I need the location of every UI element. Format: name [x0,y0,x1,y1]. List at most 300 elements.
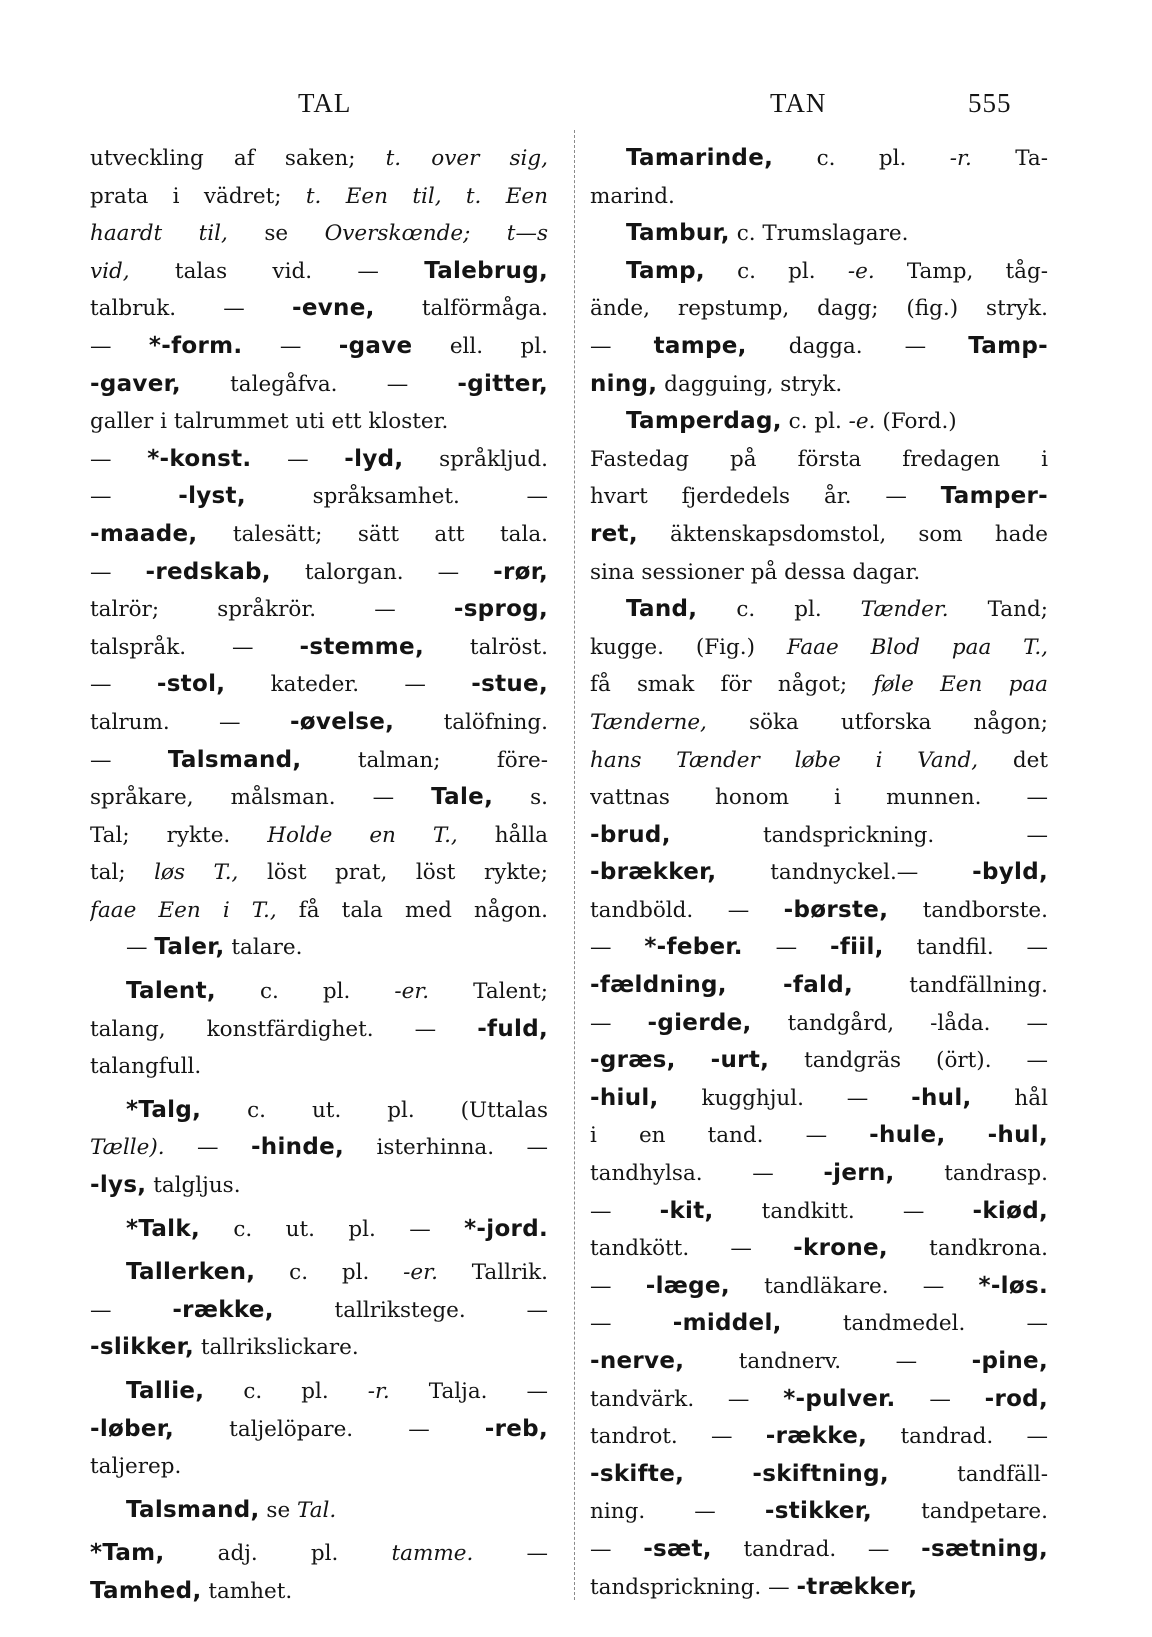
text-run: — [590,1010,648,1036]
italic-text: løs T., [154,860,239,886]
text-run: s. [493,785,548,811]
text-line [90,478,548,516]
text-run: löst prat, löst rykte; [238,860,548,886]
text-run: — [126,935,155,961]
text-line [590,967,1048,1005]
text-run: språksamhet. — [245,484,548,510]
text-line [90,1167,548,1205]
text-run: c. pl. [781,409,849,435]
text-line [90,1411,548,1449]
headword: Tamhed, [90,1577,202,1604]
text-run [684,1462,752,1487]
text-line [90,854,548,892]
text-run: vattnas honom i munnen. — [590,785,1048,811]
headword: -skiftning, [752,1460,889,1487]
text-line [590,779,1048,817]
text-run: c. pl. [255,1260,404,1286]
italic-text: -e. [847,258,875,284]
headword: Talsmand, [167,746,302,773]
italic-text: Tal. [297,1497,337,1523]
text-run: tal; [90,860,155,886]
headword: -øvelse, [289,708,395,735]
headword: *-jord. [464,1215,548,1242]
text-run: tandläkare. — [729,1273,979,1299]
headword: -reb, [484,1415,548,1442]
text-line [590,516,1048,554]
text-run: talangfull. [90,1054,202,1080]
headword: -kiød, [972,1197,1048,1224]
page-number: 555 [968,88,1012,118]
text-line [590,1569,1048,1607]
text-run: talförmåga. [374,296,548,322]
headword: -krone, [793,1235,888,1262]
headword: -børste, [783,896,889,923]
headword: ning, [590,370,658,397]
text-line [590,328,1048,366]
text-run: tandhylsa. — [590,1161,824,1187]
text-line [90,1092,548,1130]
headword: -maade, [90,520,198,547]
text-line [90,516,548,554]
text-line [90,779,548,817]
headword: tampe, [653,332,747,359]
text-run: — [590,1198,660,1224]
text-run: — [164,1135,251,1161]
text-line [90,215,548,253]
text-line [590,253,1048,291]
text-run: talang, konstfärdighet. — [90,1016,478,1042]
headword: -sprog, [453,596,548,623]
text-line [590,1117,1048,1155]
headword: -række, [765,1423,868,1450]
text-run: tandfäll- [888,1461,1048,1487]
text-line [90,1048,548,1086]
text-run: tandnerv. — [684,1349,972,1374]
text-run [946,1123,988,1148]
text-run: tandsprickning. — [670,822,1048,848]
headword: -fældning, [590,972,727,999]
text-run: tandrad. — [867,1424,1048,1450]
headword: Talebrug, [424,257,548,284]
headword: -rør, [493,558,548,585]
text-run: ning. — [590,1499,765,1525]
text-line [90,253,548,291]
headword: -gaver, [90,370,181,397]
headword: -brækker, [590,859,717,886]
headword: Tamp- [968,332,1048,359]
text-run: c. pl. [204,1379,368,1404]
text-line [90,366,548,404]
text-run: kugge. (Fig.) [590,634,787,660]
headword: Talsmand, [126,1496,260,1523]
italic-text: tamme. [391,1541,474,1567]
text-line [590,591,1048,629]
text-run: isterhinna. — [344,1135,548,1161]
text-run: — [90,484,179,510]
headword: -brud, [590,821,671,848]
text-line [90,1292,548,1330]
headword: -fald, [783,972,854,999]
text-run: talesätt; sätt att tala. [197,521,548,547]
italic-text: Tælle). [90,1135,165,1161]
text-line [590,892,1048,930]
text-run: få tala med någon. [276,897,548,923]
text-run: — [90,559,146,585]
text-run: talrör; språkrör. — [90,597,454,623]
headword: *-pulver. [783,1385,896,1412]
text-run: tandsprickning. — [590,1574,797,1600]
headword: -græs, [590,1047,676,1074]
text-run: — [590,1273,646,1299]
text-run: språkare, målsman. — [90,785,432,811]
italic-text: -r. [949,146,972,171]
text-run: talare. [224,935,303,961]
text-run: — [90,1297,173,1323]
italic-text: -r. [367,1379,390,1404]
text-line [90,290,548,328]
text-run: utveckling af saken; [90,146,386,171]
text-run: tandfällning. [853,973,1048,999]
text-line [590,1193,1048,1231]
text-run: tandrasp. [894,1161,1048,1187]
headword: -lys, [90,1172,147,1199]
text-line [590,1456,1048,1494]
text-run: — [90,672,157,698]
text-line [590,1493,1048,1531]
text-run: tandkrona. [887,1236,1048,1262]
text-line [90,1011,548,1049]
text-run: c. ut. pl. — [200,1216,465,1242]
text-run: Fastedag på första fredagen i [590,446,1048,472]
text-line [90,1492,548,1530]
headword: Tale, [431,784,494,811]
headword: -hule, [869,1122,946,1149]
text-line [590,666,1048,704]
text-line [90,441,548,479]
text-run [676,1048,711,1073]
italic-text: -e. [848,409,876,435]
headword: Tamper- [940,483,1048,510]
text-line [590,742,1048,780]
headword: Tamperdag, [626,408,782,435]
headword: -hul, [987,1122,1048,1149]
headword: -urt, [710,1047,770,1074]
italic-text: Tænderne, [590,709,707,735]
text-run: sina sessioner på dessa dagar. [590,559,921,585]
text-run: tandrad. — [711,1536,922,1562]
text-run: c. pl. [697,597,861,623]
text-line [90,929,548,967]
text-run: tandrot. — [590,1424,766,1450]
text-run: talman; före- [301,747,548,773]
text-run: tandböld. — [590,897,784,923]
text-line [590,441,1048,479]
headword: -redskab, [145,558,271,585]
text-run: — [895,1386,985,1412]
text-run: tandmedel. — [781,1311,1048,1337]
headword: -nerve, [590,1348,685,1374]
text-run: — [590,1311,673,1337]
text-line [590,1531,1048,1569]
text-line [590,140,1048,178]
text-run: c. pl. [215,979,395,1005]
italic-text: Faae Blod paa T., [786,634,1048,660]
text-line [590,1005,1048,1043]
headword: -trækker, [796,1573,918,1600]
text-run: tandgräs (ört). — [769,1048,1048,1074]
text-run: — [590,1536,644,1562]
headword: Tallie, [126,1378,205,1404]
headword: -rod, [984,1385,1048,1412]
headword: -byld, [972,859,1048,886]
text-run: c. Trumslagare. [729,221,909,247]
headword: -kit, [659,1197,714,1224]
headword: Tallerken, [126,1259,256,1286]
text-run: Tallrik. [437,1260,548,1286]
text-run: tamhet. [201,1578,293,1604]
headword: -evne, [292,295,375,322]
text-run: Tamp, tåg- [874,258,1048,284]
text-line [90,403,548,441]
text-line [590,1080,1048,1118]
text-line [90,1129,548,1167]
text-run: tandborste. [888,897,1048,923]
italic-text: Overskœnde; t—s [324,221,548,247]
text-run: hålla [457,822,548,848]
headword: -stue, [471,671,548,698]
text-run: tandpetare. [872,1499,1048,1525]
italic-text: hans Tænder løbe i Vand, [590,747,979,773]
text-run: ände, repstump, dagg; (fig.) stryk. [590,296,1048,322]
text-run: taljelöpare. — [174,1416,485,1442]
headword: -gitter, [457,370,548,397]
text-line [590,1305,1048,1343]
headword: Tamarinde, [626,145,774,171]
text-line [90,742,548,780]
headword: -fiil, [829,934,884,961]
text-run: se [227,221,325,247]
text-line [590,403,1048,441]
text-run: Tand; [948,597,1048,623]
text-run: Talent; [429,979,548,1005]
italic-text: vid, [90,258,130,284]
headword: -hinde, [250,1134,345,1161]
text-line [90,704,548,742]
headword: Taler, [154,934,225,961]
text-run: kugghjul. — [658,1085,912,1111]
text-line [90,1573,548,1611]
headword: -lyd, [344,445,404,472]
headword: -lyst, [178,483,246,510]
text-run: (Ford.) [875,409,957,435]
text-line [90,591,548,629]
headword: Tand, [626,596,698,623]
running-head-left: TAL [298,88,352,118]
text-run: prata i vädret; [90,183,306,209]
headword: -slikker, [90,1334,194,1361]
text-run: — [90,446,148,472]
text-line [90,817,548,855]
text-run: få smak för något; [590,672,874,698]
text-run: — [742,935,830,961]
text-line [590,704,1048,742]
text-run: se [259,1497,298,1523]
text-run: taljerep. [90,1454,182,1480]
italic-text: -er. [394,979,430,1005]
text-run: — [90,333,149,359]
headword: -jern, [823,1160,895,1187]
headword: Talent, [126,978,216,1005]
italic-text: Holde en T., [267,822,458,848]
text-line [90,140,548,178]
text-run: c. pl. [704,258,848,284]
headword: *-løs. [978,1272,1048,1299]
right-column [590,140,1048,1606]
text-line [590,1042,1048,1080]
italic-text: føle Een paa [873,672,1048,698]
italic-text: Tænder. [860,597,949,623]
text-run: söka utforska någon; [706,709,1048,735]
text-run: tallrikstege. — [273,1297,548,1323]
headword: -stikker, [764,1498,873,1525]
text-run: tandnyckel.— [716,860,973,886]
text-run: c. pl. [773,146,950,171]
text-run: — [473,1541,548,1567]
text-line [90,1329,548,1367]
headword: -stemme, [299,633,424,660]
headword: -hiul, [590,1084,659,1111]
headword: -sætning, [921,1535,1048,1562]
text-run: tandvärk. — [590,1386,784,1412]
text-line [90,1373,548,1411]
text-run: talrum. — [90,709,290,735]
italic-text: faae Een i T., [90,897,277,923]
text-line [590,478,1048,516]
text-run: Tal; rykte. [90,822,268,848]
headword: *-feber. [644,934,743,961]
text-run: — [242,333,339,359]
text-line [590,629,1048,667]
text-run: — [90,747,168,773]
headword: -gierde, [647,1009,752,1036]
text-run: tandkött. — [590,1236,794,1262]
headword: ret, [590,520,638,547]
text-line [590,1343,1048,1381]
text-run: — [590,935,645,961]
text-line [90,328,548,366]
text-run: i en tand. — [590,1123,870,1149]
text-run: äktenskapsdomstol, som hade [637,521,1048,547]
text-line [590,929,1048,967]
text-run: tandgård, -låda. — [751,1010,1048,1036]
text-line [590,1230,1048,1268]
text-run: hvart fjerdedels år. — [590,484,941,510]
text-run: talspråk. — [90,634,300,660]
running-head-right: TAN [770,88,827,118]
text-run: kateder. — [225,672,472,698]
text-line [590,854,1048,892]
text-run: talbruk. — [90,296,292,322]
text-run: dagga. — [746,333,969,359]
headword: -hul, [911,1084,972,1111]
text-run: tandkitt. — [713,1198,973,1224]
headword: Tambur, [626,220,730,247]
text-line [90,178,548,216]
text-line [90,554,548,592]
text-run: språkljud. [403,446,548,472]
text-line [590,178,1048,216]
text-run: adj. pl. [164,1541,392,1567]
text-line [590,215,1048,253]
text-run: Ta- [971,146,1048,171]
italic-text: t. Een til, t. Een [305,183,548,209]
italic-text: haardt til, [90,221,228,247]
text-run: marind. [590,183,675,209]
headword: -stol, [156,671,226,698]
italic-text: -er. [403,1260,438,1286]
text-line [90,1535,548,1573]
text-line [90,1448,548,1486]
headword: *Talk, [126,1215,200,1242]
headword: -række, [172,1296,274,1323]
text-line [590,1155,1048,1193]
text-run: talöfning. [394,709,548,735]
text-line [590,1268,1048,1306]
headword: -fuld, [477,1015,548,1042]
headword: -løber, [90,1415,175,1442]
text-run: tandfil. — [883,935,1048,961]
text-line [90,973,548,1011]
text-run: talegåfva. — [180,371,458,397]
text-line [90,629,548,667]
left-column [90,140,548,1611]
column-divider [574,130,575,1600]
text-run: hål [971,1085,1048,1111]
text-line [590,366,1048,404]
text-line [590,817,1048,855]
headword: -skifte, [590,1460,685,1487]
text-line [590,554,1048,592]
text-run: — [590,333,654,359]
text-run: talas vid. — [129,258,425,284]
text-run: talorgan. — [270,559,494,585]
headword: *-form. [148,332,243,359]
headword: -læge, [645,1272,730,1299]
headword: -middel, [672,1310,782,1337]
text-line [90,1254,548,1292]
headword: *Talg, [126,1096,202,1123]
text-line [590,1381,1048,1419]
headword: Tamp, [626,257,705,284]
text-run: talröst. [423,634,548,660]
headword: -gave [338,332,413,359]
headword: *Tam, [90,1540,165,1567]
text-run: galler i talrummet uti ett kloster. [90,409,449,435]
text-run: — [251,446,345,472]
text-run: ell. pl. [412,333,548,359]
headword: *-konst. [147,445,252,472]
text-run: dagguing, stryk. [657,371,843,397]
text-run: talgljus. [146,1173,241,1199]
text-run [727,973,783,998]
headword: -sæt, [643,1535,712,1562]
headword: -pine, [971,1348,1048,1374]
page-header [0,88,1152,128]
text-line [590,290,1048,328]
text-run: det [978,747,1048,773]
text-run: tallrikslickare. [193,1335,359,1361]
text-line [90,1211,548,1249]
